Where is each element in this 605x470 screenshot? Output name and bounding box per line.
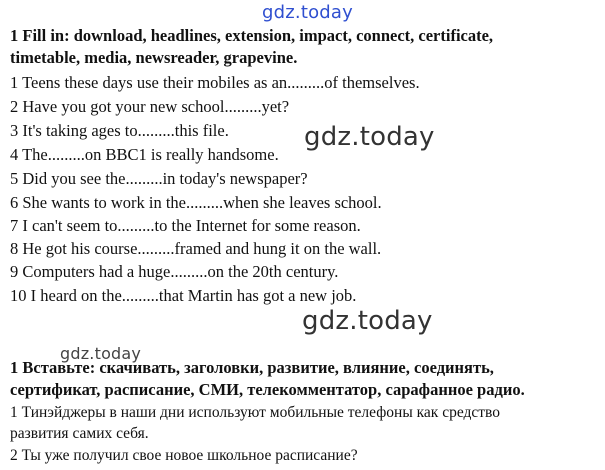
ru-sentence-1-line2: развития самих себя. xyxy=(10,425,149,442)
watermark-small: gdz.today xyxy=(60,344,142,363)
watermark-middle-2: gdz.today xyxy=(302,306,433,336)
sentence-2: 2 Have you got your new school.........yet? xyxy=(10,97,290,116)
watermark-middle-1: gdz.today xyxy=(304,122,435,152)
exercise-heading-ru-line1: 1 Вставьте: скачивать, заголовки, развитие, влияние, соединять, xyxy=(10,358,494,377)
watermark-top: gdz.today xyxy=(262,2,354,23)
sentence-3: 3 It's taking ages to.........this file. xyxy=(10,121,229,140)
sentence-9: 9 Computers had a huge.........on the 20th century. xyxy=(10,262,339,281)
sentence-4: 4 The.........on BBC1 is really handsome. xyxy=(10,145,279,164)
exercise-heading-en-line2: timetable, media, newsreader, grapevine. xyxy=(10,48,298,67)
ru-sentence-1-line1: 1 Тинэйджеры в наши дни используют мобильные телефоны как средство xyxy=(10,404,500,421)
exercise-heading-ru-line2: сертификат, расписание, СМИ, телекомментатор, сарафанное радио. xyxy=(10,380,525,399)
sentence-5: 5 Did you see the.........in today's newspaper? xyxy=(10,169,308,188)
sentence-6: 6 She wants to work in the.........when she leaves school. xyxy=(10,193,382,212)
sentence-1: 1 Teens these days use their mobiles as an.........of themselves. xyxy=(10,73,420,92)
sentence-7: 7 I can't seem to.........to the Internet for some reason. xyxy=(10,216,361,235)
sentence-10: 10 I heard on the.........that Martin has got a new job. xyxy=(10,286,357,305)
ru-sentence-2: 2 Ты уже получил свое новое школьное расписание? xyxy=(10,447,358,464)
sentence-8: 8 He got his course.........framed and hung it on the wall. xyxy=(10,239,382,258)
exercise-heading-en-line1: 1 Fill in: download, headlines, extension, impact, connect, certificate, xyxy=(10,26,494,45)
